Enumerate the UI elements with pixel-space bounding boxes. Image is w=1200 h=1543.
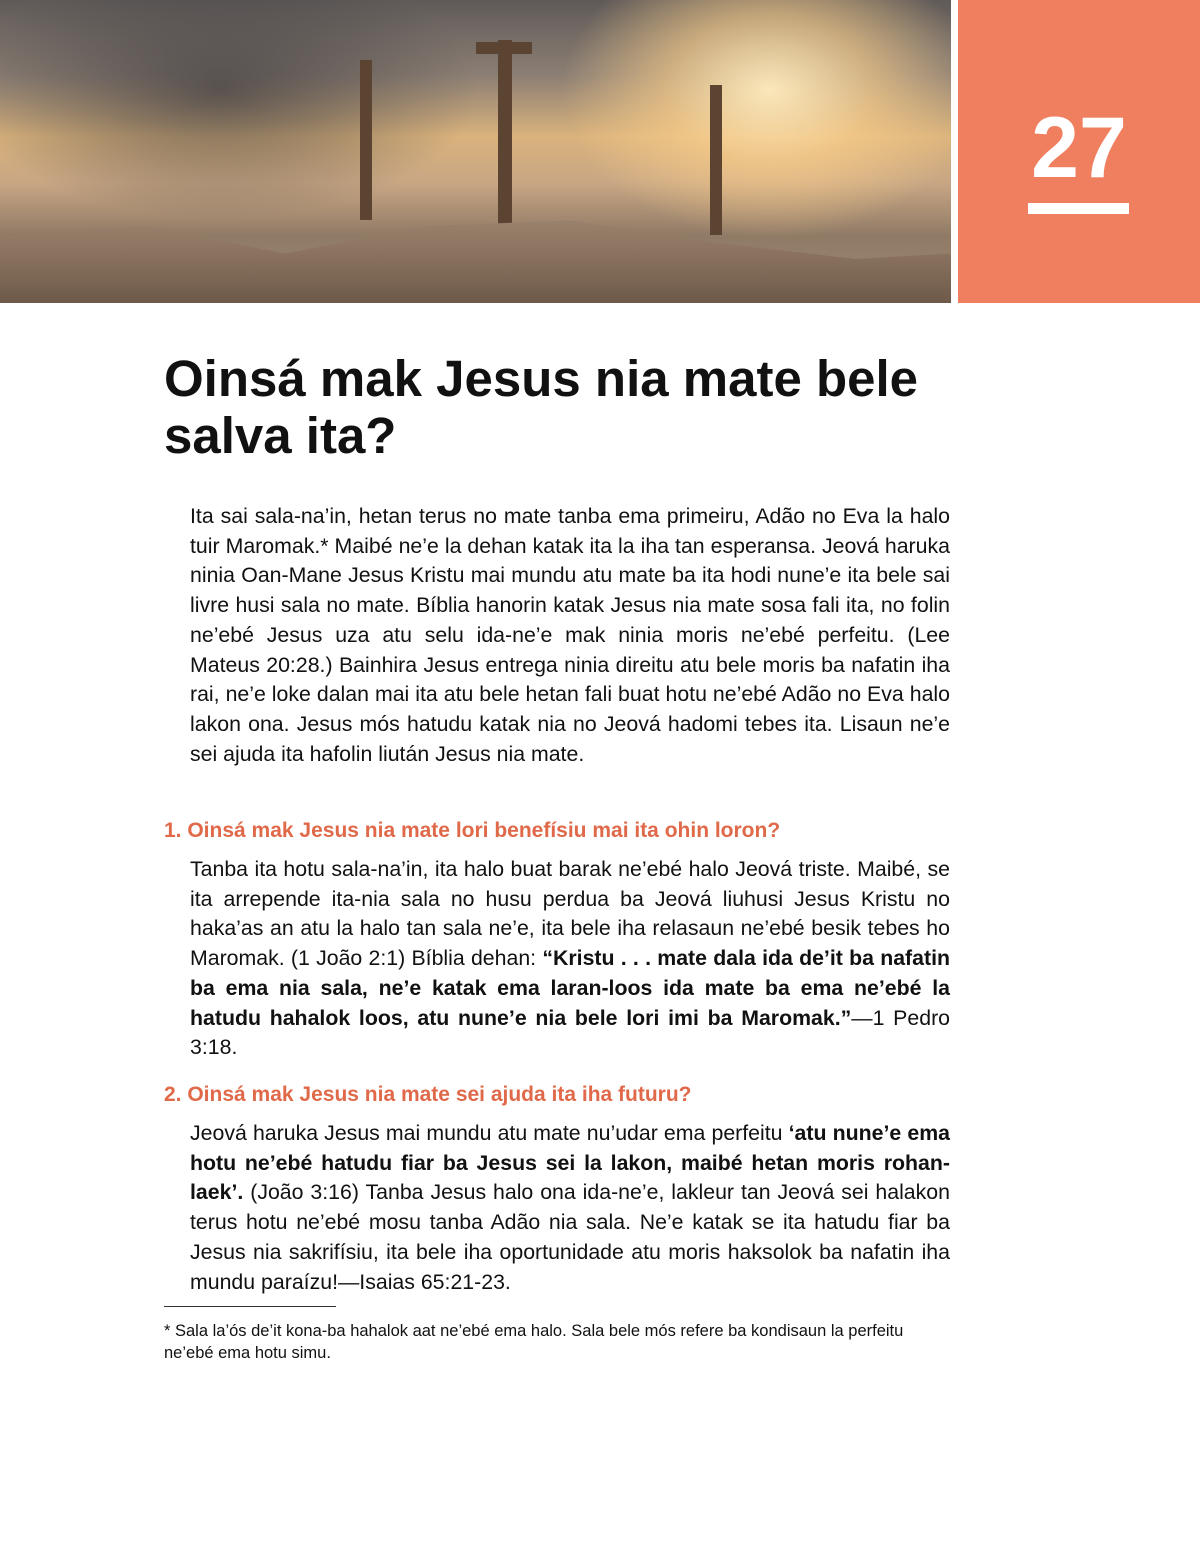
chapter-badge (958, 0, 1200, 303)
section-1-reference: —1 Pedro 3:18. (190, 1005, 951, 1060)
footnote: * Sala la’ós de’it kona-ba hahalok aat ne’ebé ema halo. Sala bele mós refere ba kondisaun la perfeitu ne’ebé ema hotu simu. (164, 1322, 904, 1362)
chapter-underline (1028, 203, 1129, 214)
section-2-paragraph (190, 1119, 950, 1297)
section-1-question: 1. Oinsá mak Jesus nia mate lori benefísiu mai ita ohin loron? (164, 819, 781, 842)
intro-paragraph: Ita sai sala-na’in, hetan terus no mate tanba ema primeiru, Adão no Eva la halo tuir Maromak.* Maibé ne’e la dehan katak ita la iha tan esperansa. Jeová haruka ninia Oan-Mane Jesus Kristu mai mundu atu mate ba ita hodi nune’e ita bele sai livre husi sala no mate. Bíblia hanorin katak Jesus nia mate sosa fali ita, no folin ne’ebé Jesus uza atu selu ida-ne’e mak ninia moris ne’ebé perfeitu. (Lee Mateus 20:28.) Bainhira Jesus entrega ninia direitu atu bele moris ba nafatin iha rai, ne’e loke dalan mai ita atu bele hetan fali buat hotu ne’ebé Adão no Eva halo lakon ona. Jesus mós hatudu katak nia no Jeová hadomi tebes ita. Lisaun ne’e sei ajuda ita hafolin liután Jesus nia mate. (190, 504, 950, 766)
section-1-text: Tanba ita hotu sala-na’in, ita halo buat barak ne’ebé halo Jeová triste. Maibé, se ita arrepende ita-nia sala no husu perdua ba Jeová liuhusi Jesus Kristu no haka’as an atu la halo tan sala ne’e, ita bele iha relasaun ne’ebé besik tebes ho Maromak. (1 João 2:1) Bíblia dehan: (190, 857, 950, 971)
crucifixion-illustration (0, 0, 951, 303)
page-title: Oinsá mak Jesus nia mate bele salva ita? (164, 350, 919, 464)
chapter-number: 27 (1031, 100, 1127, 196)
section-2-text: Jeová haruka Jesus mai mundu atu mate nu’udar ema perfeitu (190, 1121, 789, 1145)
section-1-quote: “Kristu . . . mate dala ida de’it ba nafatin ba ema nia sala, ne’e katak ema laran-loos ida mate ba ema ne’ebé la hatudu hahalok loos, atu nune’e nia bele lori imi ba Maromak.” (190, 946, 950, 1030)
footnote-divider (164, 1306, 336, 1307)
section-2-question: 2. Oinsá mak Jesus nia mate sei ajuda ita iha futuru? (164, 1083, 692, 1106)
section-1-paragraph (190, 855, 950, 1063)
section-2-continuation: (João 3:16) Tanba Jesus halo ona ida-ne’e, lakleur tan Jeová sei halakon terus hotu ne’ebé mosu tanba Adão nia sala. Ne’e katak se ita hatudu fiar ba Jesus nia sakrifísiu, ita bele iha oportunidade atu moris haksolok ba nafatin iha mundu paraízu!—Isaias 65:21-23. (190, 1180, 950, 1294)
section-2-quote: ‘atu nune’e ema hotu ne’ebé hatudu fiar ba Jesus sei la lakon, maibé hetan moris rohan-laek’. (190, 1121, 950, 1205)
